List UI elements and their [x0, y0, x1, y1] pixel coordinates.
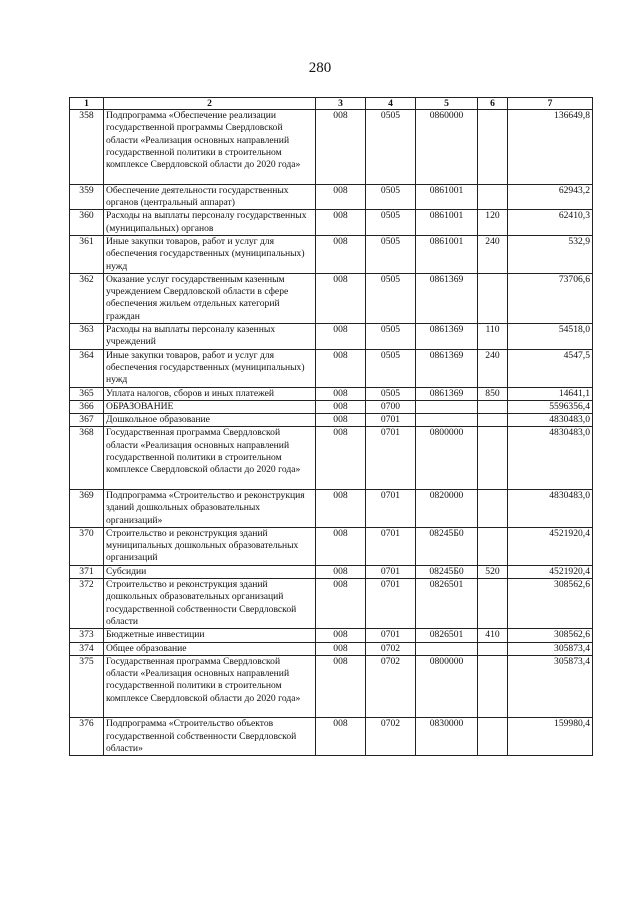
- section-code-cell: 0505: [366, 210, 416, 236]
- row-number-cell: 368: [70, 427, 104, 490]
- row-number-cell: 365: [70, 387, 104, 400]
- target-article-cell: [416, 642, 478, 655]
- table-row: [70, 414, 593, 427]
- target-article-cell: [416, 400, 478, 413]
- table-row: [70, 387, 593, 400]
- section-code-cell: 0702: [366, 718, 416, 756]
- row-name-cell: Дошкольное образование: [104, 414, 316, 427]
- budget-table: [69, 97, 593, 756]
- row-number-cell: 359: [70, 184, 104, 210]
- row-name-cell: Общее образование: [104, 642, 316, 655]
- column-header: 7: [508, 98, 593, 110]
- target-article-cell: 0826501: [416, 629, 478, 642]
- row-number-cell: 374: [70, 642, 104, 655]
- row-name-cell: Государственная программа Свердловской области «Реализация основных направлений государственной политики в строительном комплексе Свердловской области до 2020 года»: [104, 655, 316, 718]
- row-number-cell: 375: [70, 655, 104, 718]
- row-name-cell: Подпрограмма «Обеспечение реализации государственной программы Свердловской области «Реализация основных направлений государственной политики в строительном комплексе Свердловской области до 2020 года»: [104, 110, 316, 185]
- target-article-cell: [416, 414, 478, 427]
- amount-cell: 4830483,0: [508, 414, 593, 427]
- table-row: [70, 629, 593, 642]
- expense-type-cell: [478, 184, 508, 210]
- section-code-cell: 0505: [366, 110, 416, 185]
- row-name-cell: Бюджетные инвестиции: [104, 629, 316, 642]
- section-code-cell: 0701: [366, 489, 416, 527]
- row-name-cell: Строительство и реконструкция зданий дошкольных образовательных организаций государственной собственности Свердловской области: [104, 579, 316, 629]
- amount-cell: 62943,2: [508, 184, 593, 210]
- table-row: [70, 184, 593, 210]
- column-header: 1: [70, 98, 104, 110]
- row-name-cell: Государственная программа Свердловской области «Реализация основных направлений государственной политики в строительном комплексе Свердловской области до 2020 года»: [104, 427, 316, 490]
- row-number-cell: 372: [70, 579, 104, 629]
- column-header: 4: [366, 98, 416, 110]
- section-code-cell: 0505: [366, 184, 416, 210]
- expense-type-cell: [478, 642, 508, 655]
- admin-code-cell: 008: [316, 387, 366, 400]
- expense-type-cell: [478, 489, 508, 527]
- row-number-cell: 363: [70, 324, 104, 350]
- admin-code-cell: 008: [316, 349, 366, 387]
- amount-cell: 308562,6: [508, 579, 593, 629]
- amount-cell: 136649,8: [508, 110, 593, 185]
- admin-code-cell: 008: [316, 565, 366, 578]
- row-number-cell: 376: [70, 718, 104, 756]
- amount-cell: 4521920,4: [508, 527, 593, 565]
- table-row: [70, 273, 593, 323]
- column-header: 2: [104, 98, 316, 110]
- expense-type-cell: [478, 110, 508, 185]
- target-article-cell: 0826501: [416, 579, 478, 629]
- expense-type-cell: [478, 273, 508, 323]
- admin-code-cell: 008: [316, 273, 366, 323]
- section-code-cell: 0505: [366, 387, 416, 400]
- table-header-row: [70, 98, 593, 110]
- expense-type-cell: [478, 527, 508, 565]
- row-name-cell: Субсидии: [104, 565, 316, 578]
- row-name-cell: Оказание услуг государственным казенным учреждением Свердловской области в сфере обеспечения жильем отдельных категорий граждан: [104, 273, 316, 323]
- row-name-cell: ОБРАЗОВАНИЕ: [104, 400, 316, 413]
- amount-cell: 532,9: [508, 235, 593, 273]
- column-header: 6: [478, 98, 508, 110]
- amount-cell: 4521920,4: [508, 565, 593, 578]
- row-number-cell: 370: [70, 527, 104, 565]
- row-number-cell: 366: [70, 400, 104, 413]
- admin-code-cell: 008: [316, 629, 366, 642]
- section-code-cell: 0702: [366, 655, 416, 718]
- row-name-cell: Обеспечение деятельности государственных органов (центральный аппарат): [104, 184, 316, 210]
- target-article-cell: 0861369: [416, 349, 478, 387]
- row-name-cell: Подпрограмма «Строительство и реконструкция зданий дошкольных образовательных организаций»: [104, 489, 316, 527]
- admin-code-cell: 008: [316, 655, 366, 718]
- admin-code-cell: 008: [316, 184, 366, 210]
- section-code-cell: 0701: [366, 629, 416, 642]
- target-article-cell: 0861369: [416, 387, 478, 400]
- row-name-cell: Иные закупки товаров, работ и услуг для обеспечения государственных (муниципальных) нужд: [104, 235, 316, 273]
- row-name-cell: Иные закупки товаров, работ и услуг для обеспечения государственных (муниципальных) нужд: [104, 349, 316, 387]
- expense-type-cell: [478, 427, 508, 490]
- admin-code-cell: 008: [316, 400, 366, 413]
- row-number-cell: 360: [70, 210, 104, 236]
- row-number-cell: 362: [70, 273, 104, 323]
- target-article-cell: 0861369: [416, 273, 478, 323]
- admin-code-cell: 008: [316, 414, 366, 427]
- section-code-cell: 0701: [366, 565, 416, 578]
- target-article-cell: 08245Б0: [416, 527, 478, 565]
- admin-code-cell: 008: [316, 579, 366, 629]
- row-number-cell: 358: [70, 110, 104, 185]
- expense-type-cell: 240: [478, 235, 508, 273]
- target-article-cell: 0830000: [416, 718, 478, 756]
- target-article-cell: 0861369: [416, 324, 478, 350]
- amount-cell: 305873,4: [508, 642, 593, 655]
- section-code-cell: 0701: [366, 414, 416, 427]
- amount-cell: 308562,6: [508, 629, 593, 642]
- target-article-cell: 0820000: [416, 489, 478, 527]
- amount-cell: 5596356,4: [508, 400, 593, 413]
- amount-cell: 4830483,0: [508, 427, 593, 490]
- target-article-cell: 0861001: [416, 184, 478, 210]
- admin-code-cell: 008: [316, 235, 366, 273]
- admin-code-cell: 008: [316, 642, 366, 655]
- row-number-cell: 371: [70, 565, 104, 578]
- row-name-cell: Расходы на выплаты персоналу казенных учреждений: [104, 324, 316, 350]
- admin-code-cell: 008: [316, 210, 366, 236]
- row-number-cell: 364: [70, 349, 104, 387]
- expense-type-cell: 120: [478, 210, 508, 236]
- column-header: 5: [416, 98, 478, 110]
- row-number-cell: 367: [70, 414, 104, 427]
- row-number-cell: 361: [70, 235, 104, 273]
- target-article-cell: 0860000: [416, 110, 478, 185]
- expense-type-cell: 410: [478, 629, 508, 642]
- admin-code-cell: 008: [316, 489, 366, 527]
- admin-code-cell: 008: [316, 110, 366, 185]
- expense-type-cell: 240: [478, 349, 508, 387]
- column-header: 3: [316, 98, 366, 110]
- table-row: [70, 210, 593, 236]
- target-article-cell: 0800000: [416, 427, 478, 490]
- expense-type-cell: [478, 414, 508, 427]
- section-code-cell: 0701: [366, 427, 416, 490]
- row-number-cell: 369: [70, 489, 104, 527]
- expense-type-cell: [478, 400, 508, 413]
- amount-cell: 305873,4: [508, 655, 593, 718]
- amount-cell: 4547,5: [508, 349, 593, 387]
- table-row: [70, 718, 593, 756]
- expense-type-cell: 850: [478, 387, 508, 400]
- admin-code-cell: 008: [316, 718, 366, 756]
- expense-type-cell: 520: [478, 565, 508, 578]
- table-row: [70, 400, 593, 413]
- amount-cell: 4830483,0: [508, 489, 593, 527]
- target-article-cell: 0861001: [416, 210, 478, 236]
- table-row: [70, 235, 593, 273]
- section-code-cell: 0505: [366, 235, 416, 273]
- amount-cell: 54518,0: [508, 324, 593, 350]
- table-row: [70, 642, 593, 655]
- amount-cell: 159980,4: [508, 718, 593, 756]
- amount-cell: 73706,6: [508, 273, 593, 323]
- table-row: [70, 655, 593, 718]
- table-row: [70, 565, 593, 578]
- admin-code-cell: 008: [316, 427, 366, 490]
- amount-cell: 14641,1: [508, 387, 593, 400]
- amount-cell: 62410,3: [508, 210, 593, 236]
- section-code-cell: 0700: [366, 400, 416, 413]
- table-row: [70, 489, 593, 527]
- target-article-cell: 0800000: [416, 655, 478, 718]
- section-code-cell: 0505: [366, 324, 416, 350]
- section-code-cell: 0702: [366, 642, 416, 655]
- row-name-cell: Уплата налогов, сборов и иных платежей: [104, 387, 316, 400]
- section-code-cell: 0701: [366, 579, 416, 629]
- table-row: [70, 527, 593, 565]
- row-name-cell: Расходы на выплаты персоналу государственных (муниципальных) органов: [104, 210, 316, 236]
- section-code-cell: 0701: [366, 527, 416, 565]
- target-article-cell: 0861001: [416, 235, 478, 273]
- target-article-cell: 08245Б0: [416, 565, 478, 578]
- table-row: [70, 324, 593, 350]
- expense-type-cell: [478, 579, 508, 629]
- table-row: [70, 579, 593, 629]
- page-number: 280: [308, 60, 332, 76]
- admin-code-cell: 008: [316, 324, 366, 350]
- admin-code-cell: 008: [316, 527, 366, 565]
- expense-type-cell: 110: [478, 324, 508, 350]
- expense-type-cell: [478, 718, 508, 756]
- row-name-cell: Строительство и реконструкция зданий муниципальных дошкольных образовательных организаций: [104, 527, 316, 565]
- table-row: [70, 427, 593, 490]
- section-code-cell: 0505: [366, 349, 416, 387]
- expense-type-cell: [478, 655, 508, 718]
- row-name-cell: Подпрограмма «Строительство объектов государственной собственности Свердловской области»: [104, 718, 316, 756]
- row-number-cell: 373: [70, 629, 104, 642]
- table-row: [70, 110, 593, 185]
- table-row: [70, 349, 593, 387]
- section-code-cell: 0505: [366, 273, 416, 323]
